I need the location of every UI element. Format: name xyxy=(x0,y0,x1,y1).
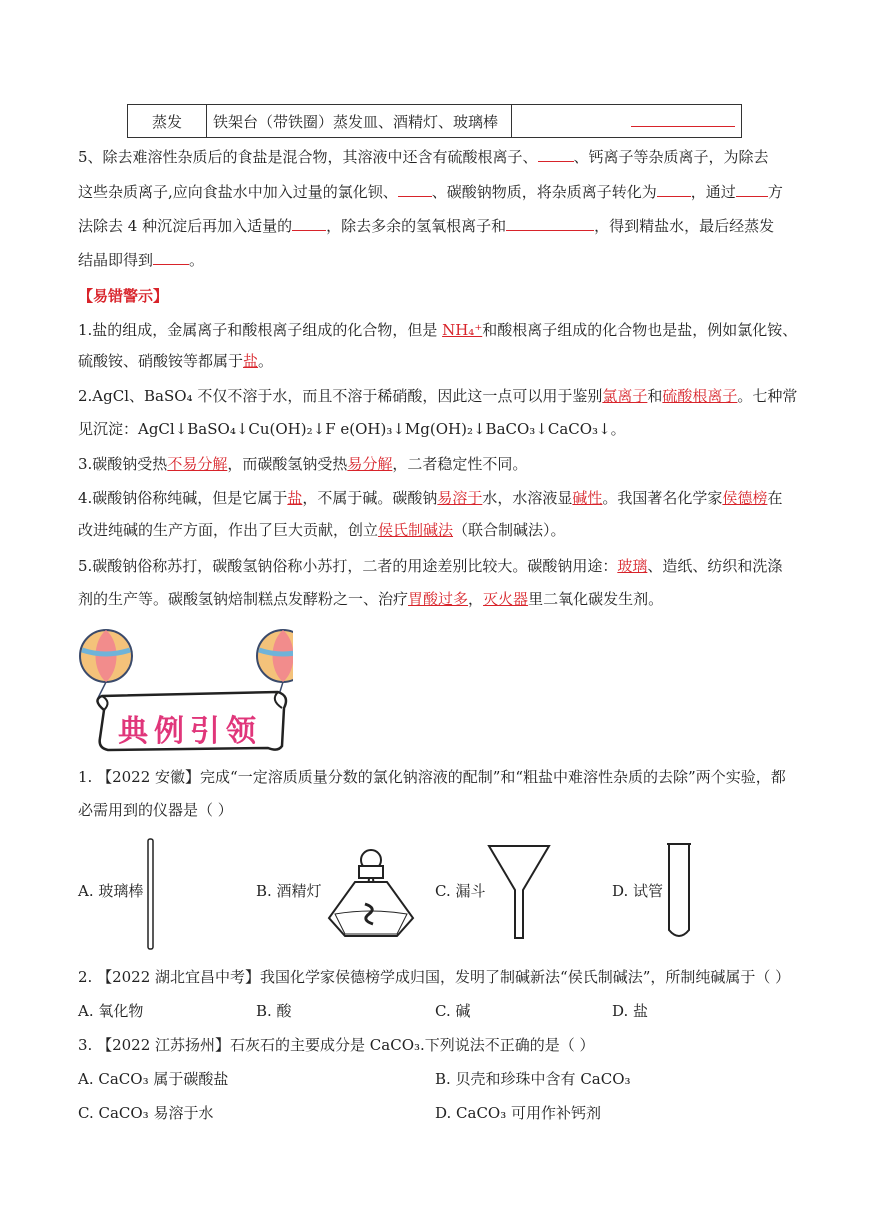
q3-stem: 3. 【2022 江苏扬州】石灰石的主要成分是 CaCO₃.下列说法不正确的是（ ） xyxy=(78,1036,595,1054)
answer-sulfate: 硫酸根离子 xyxy=(662,387,738,405)
warning-2-line-1 xyxy=(78,385,798,407)
q5-text: 5、除去难溶性杂质后的食盐是混合物，其溶液中还含有硫酸根离子、 xyxy=(78,148,538,166)
q5-text: 、钙离子等杂质离子，为除去 xyxy=(573,148,769,166)
answer-blank xyxy=(153,250,189,265)
text: 。七种常 xyxy=(737,387,798,405)
warning-1-line-2 xyxy=(78,350,792,372)
answer-blank xyxy=(736,182,768,197)
text: （联合制碱法）。 xyxy=(453,521,566,539)
q5-text: 方 xyxy=(767,183,783,201)
answer-hou-debang: 侯德榜 xyxy=(722,489,768,507)
answer-blank xyxy=(292,216,326,231)
text: 5.碳酸钠俗称苏打，碳酸氢钠俗称小苏打，二者的用途差别比较大。碳酸钠用途： xyxy=(78,557,618,575)
text: 4.碳酸钠俗称纯碱，但是它属于 xyxy=(78,489,288,507)
text: 在 xyxy=(767,489,783,507)
text: 、造纸、纺织和洗涤 xyxy=(647,557,783,575)
text: 改进纯碱的生产方面，作出了巨大贡献，创立 xyxy=(78,521,379,539)
q5-text: 这些杂质离子,应向食盐水中加入过量的氯化钡、 xyxy=(78,183,398,201)
answer-glass: 玻璃 xyxy=(617,557,648,575)
answer-nh4: NH₄⁺ xyxy=(442,321,483,339)
warning-title: 【易错警示】 xyxy=(78,287,169,305)
table-cell-instruments: 铁架台（带铁圈）蒸发皿、酒精灯、玻璃棒 xyxy=(207,105,512,138)
answer-acid: 胃酸过多 xyxy=(408,590,469,608)
table-cell-evaporation: 蒸发 xyxy=(128,105,207,138)
warning-2-line-2: 见沉淀：AgCl↓BaSO₄↓Cu(OH)₂↓F e(OH)₃↓Mg(OH)₂↓BaCO₃↓CaCO₃↓。 xyxy=(78,420,626,438)
q1-option-d[interactable]: D. 试管 xyxy=(612,882,664,900)
q3-option-d[interactable]: D. CaCO₃ 可用作补钙剂 xyxy=(435,1104,602,1122)
text: 。 xyxy=(258,352,274,370)
q5-text: ，除去多余的氢氧根离子和 xyxy=(326,217,507,235)
q5-text: 。 xyxy=(189,251,205,269)
answer-extinguisher: 灭火器 xyxy=(483,590,529,608)
text: 2.AgCl、BaSO₄ 不仅不溶于水，而且不溶于稀硝酸，因此这一点可以用于鉴别 xyxy=(78,387,603,405)
q2-stem: 2. 【2022 湖北宜昌中考】我国化学家侯德榜学成归国，发明了制碱新法“侯氏制碱法”，所制纯碱属于（ ） xyxy=(78,968,791,986)
q1-stem-1: 1. 【2022 安徽】完成“一定溶质质量分数的氯化钠溶液的配制”和“粗盐中难溶性杂质的去除”两个实验，都 xyxy=(78,768,786,786)
q5-text: 、碳酸钠物质，将杂质离子转化为 xyxy=(431,183,657,201)
q1-option-c[interactable]: C. 漏斗 xyxy=(435,882,486,900)
answer-blank xyxy=(506,216,594,231)
q5-text: ，得到精盐水，最后经蒸发 xyxy=(594,217,775,235)
q3-option-b[interactable]: B. 贝壳和珍珠中含有 CaCO₃ xyxy=(435,1070,631,1088)
evaporation-table xyxy=(127,104,742,138)
warning-5-line-2 xyxy=(78,588,792,610)
q3-option-a[interactable]: A. CaCO₃ 属于碳酸盐 xyxy=(78,1070,229,1088)
q1-stem-2: 必需用到的仪器是（ ） xyxy=(78,801,233,819)
q1-option-b[interactable]: B. 酒精灯 xyxy=(256,882,322,900)
glass-rod-icon xyxy=(145,838,157,950)
text: 硫酸铵、硝酸铵等都属于 xyxy=(78,352,244,370)
text: 和酸根离子组成的化合物也是盐，例如氯化铵、 xyxy=(482,321,798,339)
text: 。我国著名化学家 xyxy=(602,489,723,507)
warning-4-line-2 xyxy=(78,519,792,541)
q5-text: ，通过 xyxy=(690,183,736,201)
text: ，而碳酸氢钠受热 xyxy=(227,455,348,473)
q2-option-d[interactable]: D. 盐 xyxy=(612,1002,649,1020)
table-cell-blank xyxy=(512,105,742,138)
warning-5-line-1 xyxy=(78,555,792,577)
answer-blank xyxy=(657,182,691,197)
q1-option-a[interactable]: A. 玻璃棒 xyxy=(78,882,144,900)
text: 3.碳酸钠受热 xyxy=(78,455,168,473)
q2-option-b[interactable]: B. 酸 xyxy=(256,1002,292,1020)
text: 1.盐的组成，金属离子和酸根离子组成的化合物，但是 xyxy=(78,321,443,339)
answer-blank xyxy=(398,182,432,197)
text: 和 xyxy=(647,387,663,405)
answer-blank xyxy=(631,112,735,127)
text: 里二氧化碳发生剂。 xyxy=(528,590,664,608)
warning-4-line-1 xyxy=(78,487,792,509)
text: 水，水溶液显 xyxy=(482,489,573,507)
answer-not-decompose: 不易分解 xyxy=(167,455,228,473)
q5-line-1 xyxy=(78,146,792,168)
text: ， xyxy=(468,590,484,608)
answer-chloride: 氯离子 xyxy=(602,387,648,405)
text: ，不属于碱。碳酸钠 xyxy=(302,489,438,507)
answer-hou-process: 侯氏制碱法 xyxy=(378,521,454,539)
answer-salt: 盐 xyxy=(243,352,259,370)
q5-text: 法除去 4 种沉淀后再加入适量的 xyxy=(78,217,293,235)
answer-blank xyxy=(538,147,574,162)
funnel-icon xyxy=(487,844,551,940)
alcohol-lamp-icon xyxy=(325,848,417,940)
q5-line-3 xyxy=(78,215,792,237)
answer-soluble: 易溶于 xyxy=(437,489,483,507)
answer-salt: 盐 xyxy=(287,489,303,507)
q2-option-c[interactable]: C. 碱 xyxy=(435,1002,471,1020)
answer-decompose: 易分解 xyxy=(347,455,393,473)
answer-alkaline: 碱性 xyxy=(572,489,603,507)
warning-1-line-1 xyxy=(78,319,798,341)
q3-option-c[interactable]: C. CaCO₃ 易溶于水 xyxy=(78,1104,214,1122)
q5-line-4 xyxy=(78,249,792,271)
warning-3 xyxy=(78,453,792,475)
text: 剂的生产等。碳酸氢钠焙制糕点发酵粉之一、治疗 xyxy=(78,590,409,608)
text: ，二者稳定性不同。 xyxy=(392,455,528,473)
typical-examples-banner xyxy=(78,628,293,753)
q5-text: 结晶即得到 xyxy=(78,251,154,269)
test-tube-icon xyxy=(666,842,692,944)
q2-option-a[interactable]: A. 氧化物 xyxy=(78,1002,144,1020)
q5-line-2 xyxy=(78,181,792,203)
banner-title: 典例引领 xyxy=(118,714,262,749)
